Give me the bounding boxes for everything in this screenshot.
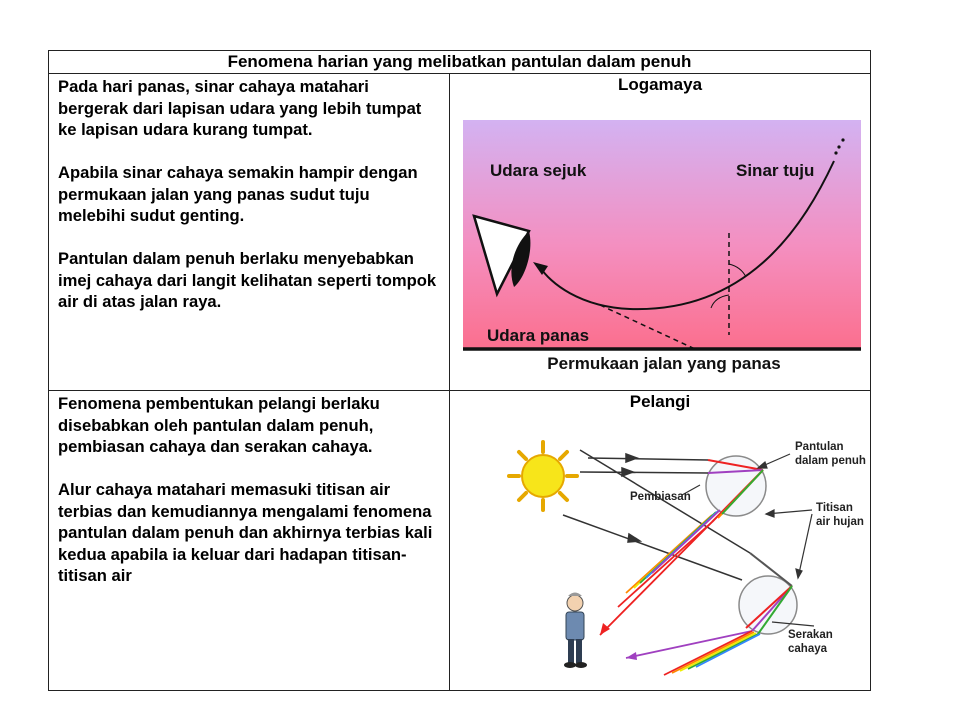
dispersion-label-line2: cahaya [788,643,828,655]
incident-ray-label: Sinar tuju [736,161,815,180]
rainbow-paragraph-2: Alur cahaya matahari memasuki titisan air terbias dan kemudiannya mengalami fenomena pantulan dalam penuh dan akhirnya terbias kali kedua apabila ia keluar dari hadapan titisan-titisan air [58,480,433,585]
upper-dispersion-rays [600,510,720,635]
mirage-description-cell [49,73,450,390]
refraction-label: Pembiasan [630,491,691,503]
table-row-mirage [49,73,870,391]
dispersion-label-line1: Serakan [788,629,833,641]
mirage-diagram [450,73,870,389]
table-row-rainbow [49,390,870,690]
rainbow-diagram [450,390,870,690]
rainbow-diagram-cell [450,390,870,690]
lower-dispersion-rays [626,631,760,675]
rainbow-paragraph-1: Fenomena pembentukan pelangi berlaku disebabkan oleh pantulan dalam penuh, pembiasan cahaya dan serakan cahaya. [58,394,380,456]
phenomena-table [48,50,871,691]
tir-label-line1: Pantulan [795,441,844,453]
rainbow-description-cell [49,390,450,690]
cool-air-label: Udara sejuk [490,161,587,180]
mirage-paragraph-3: Pantulan dalam penuh berlaku menyebabkan imej cahaya dari langit kelihatan seperti tompok air di atas jalan raya. [58,249,437,311]
tir-label-line2: dalam penuh [795,455,866,467]
drops-label-line2: air hujan [816,516,864,528]
hot-air-label: Udara panas [487,326,590,345]
mirage-diagram-cell [450,73,870,390]
mirage-paragraph-1: Pada hari panas, sinar cahaya matahari bergerak dari lapisan udara yang lebih tumpat ke lapisan udara kurang tumpat. [58,77,422,139]
ray-dot [834,151,837,154]
mirage-title: Logamaya [617,75,703,94]
sun-icon [509,442,577,510]
hot-road-label: Permukaan jalan yang panas [547,354,781,373]
ray-dot [841,138,844,141]
drops-label-line1: Titisan [816,502,853,514]
observer-person-icon [564,593,587,669]
table-header: Fenomena harian yang melibatkan pantulan dalam penuh [49,51,870,74]
mirage-paragraph-2: Apabila sinar cahaya semakin hampir dengan permukaan jalan yang panas sudut tuju melebihi sudut genting. [58,163,418,225]
ray-dot [837,145,840,148]
rainbow-title: Pelangi [629,392,691,411]
